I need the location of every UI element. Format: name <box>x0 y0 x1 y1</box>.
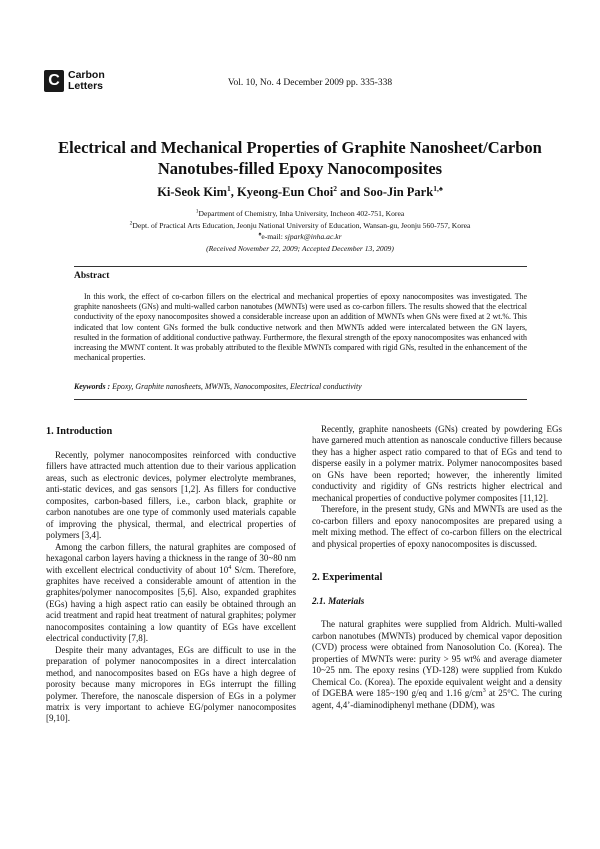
journal-info: Vol. 10, No. 4 December 2009 pp. 335-338 <box>227 78 393 88</box>
email-address[interactable]: sjpark@inha.ac.kr <box>284 232 342 242</box>
paragraph: Recently, polymer nanocomposites reinforced with conductive fillers have attracted much attention due to their various application areas, such as electronic devices, polymer electrolyte membranes, anti-static devices, and gas sensors [1,2]. As fillers for conductive composites, carbon-based fillers, i.e., carbon black, graphite or carbon nanotubes are one type of commonly used materials capable of improving the physical, thermal, and electrical properties of polymers [3,4]. <box>46 450 296 541</box>
abstract-heading: Abstract <box>74 271 110 281</box>
paper-title: Electrical and Mechanical Properties of Graphite Nanosheet/Carbon Nanotubes-filled Epoxy Nanocomposites <box>58 138 542 178</box>
section-heading-experimental: 2. Experimental <box>312 571 383 583</box>
affiliations <box>0 208 600 254</box>
subsection-heading-materials: 2.1. Materials <box>312 595 365 606</box>
received-dates: (Received November 22, 2009; Accepted December 13, 2009) <box>206 243 394 253</box>
abstract-text: In this work, the effect of co-carbon fillers on the electrical and mechanical properties of epoxy nanocomposites was investigated. The graphite nanosheets (GNs) and multi-walled carbon nanotubes (MWNTs) were used as co-carbon fillers. The results showed that the electrical conductivity of the epoxy nanocomposites showed a considerable increase upon an addition of MWNTs when GNs were fixed at 2 wt.%. This indicated that low content GNs formed the bulk conductive network and then MWNTs added were intercalated between the GN layers, resulted in the formation of additional conductive pathway. Furthermore, the flexural strength of the epoxy nanocomposites was enhanced with increasing the MWNT content. It was probably attributed to the flexible MWNTs compared with rigid GNs, resulted in the enhancement of the mechanical properties. <box>74 292 527 363</box>
paragraph: Among the carbon fillers, the natural graphites are composed of hexagonal carbon layers having a thickness in the range of 30~80 nm with excellent electrical conductivity of about $10^4$ S/cm. Therefore, graphites have received a considerable amount of attention in the graphites/polymer nanocomposites [5,6]. Also, expanded graphites (EGs) having a high aspect ratio can easily be obtained through an acid treatment and rapid heat treatment of natural graphites; polymer nanocomposites containing a low quantity of EGs have excellent electrical conductivity [7,8]. <box>46 541 296 644</box>
authors: Ki-Seok Kim$^1$, Kyeong-Eun Choi$^2$ and Soo-Jin Park$^{1,♠}$ <box>157 183 443 199</box>
keywords: Keywords : Epoxy, Graphite nanosheets, MWNTs, Nanocomposites, Electrical conductivity <box>74 382 362 391</box>
logo-icon: C <box>44 70 64 92</box>
affiliation-1: $^1$Department of Chemistry, Inha University, Incheon 402-751, Korea <box>195 208 405 218</box>
left-column <box>46 426 296 725</box>
abstract-box <box>74 266 527 400</box>
email-line: ♠e-mail: sjpark@inha.ac.kr <box>258 231 342 242</box>
right-column <box>312 424 562 711</box>
paragraph: The natural graphites were supplied from Aldrich. Multi-walled carbon nanotubes (MWNTs) produced by chemical vapor deposition (CVD) process were obtained from Nanosolution Co. (Korea). The properties of MWNTs were: purity > 95 wt% and average diameter 10~25 nm. The epoxy resins (YD-128) were supplied from Kukdo Chemical Co. (Korea). The epoxide equivalent weight and a density of DGEBA were 185~190 g/eq and 1.16 $g/cm^3$ at 25°C. The curing agent, 4,4’-diaminodiphenyl methane (DDM), was <box>312 619 563 710</box>
paragraph: Despite their many advantages, EGs are difficult to use in the preparation of polymer nanocomposites in a direct intercalation method, and nanocomposites based on EGs have a high degree of porosity because many micropores in EGs interrupt the filling polymer. Therefore, the nanoscale dispersion of EGs in a polymer matrix is very important to achieve EG/polymer nanocomposites [9,10]. <box>46 644 296 724</box>
paragraph: Recently, graphite nanosheets (GNs) created by powdering EGs have garnered much attention as nanoscale conductive fillers because they has a higher aspect ratio compared to that of EGs and tend to disperse easily in a polymer matrix. Polymer nanocomposites based on GNs have been reported; however, the inherently limited conductivity and rigidity of GNs restricts higher electrical and mechanical properties of conductive polymer composites [11,12]. <box>312 424 562 503</box>
affiliation-2: $^2$Dept. of Practical Arts Education, Jeonju National University of Education, Wansan-gu, Jeonju 560-757, Korea <box>129 220 471 230</box>
logo-text: Carbon Letters <box>68 69 105 92</box>
section-heading-introduction: 1. Introduction <box>46 426 113 437</box>
paragraph: Therefore, in the present study, GNs and MWNTs are used as the co-carbon fillers and epoxy nanocomposites are prepared using a melt mixing method. The effect of co-carbon fillers on the electrical and physical properties of epoxy nanocomposites is discussed. <box>312 504 562 549</box>
